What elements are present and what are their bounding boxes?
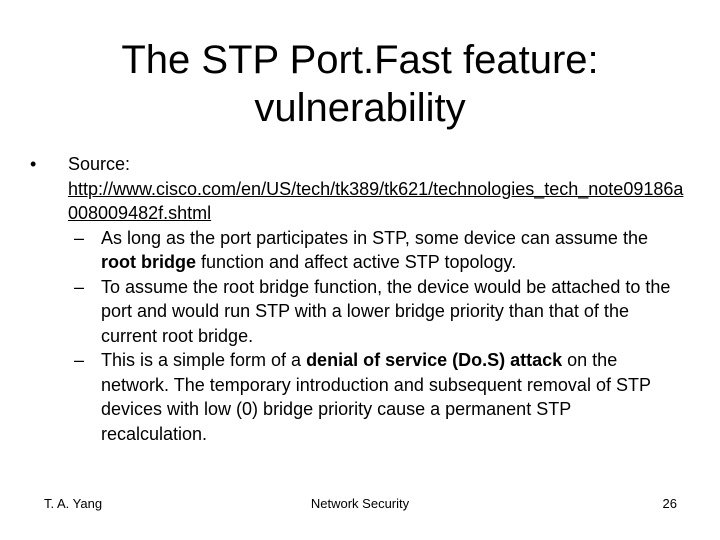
- dash-marker: –: [74, 350, 85, 370]
- footer-author: T. A. Yang: [44, 496, 103, 511]
- sub-bullet-1-text-post: function and affect active STP topology.: [196, 252, 517, 272]
- sub-bullet-3-bold: denial of service (Do.S) attack: [306, 350, 563, 370]
- sub-bullet-3: [30, 348, 680, 446]
- bullet-source: [30, 152, 690, 226]
- sub-bullet-1: [30, 226, 680, 275]
- sub-bullet-1-text-pre: As long as the port participates in STP, some device can assume the: [101, 227, 648, 248]
- bullet-marker: •: [30, 154, 37, 174]
- dash-marker: –: [74, 276, 85, 297]
- sub-bullet-2-text: To assume the root bridge function, the device would be attached to the port and would run STP with a lower bridge priority than that of the current root bridge.: [101, 276, 671, 346]
- sub-bullet-3-text-post: on the network. The temporary introduction and subsequent removal of STP devices with low (0) bridge priority cause a permanent STP recalculation.: [101, 350, 651, 444]
- slide-title: [0, 36, 720, 132]
- sub-bullet-2: [30, 275, 680, 349]
- footer-page-number: 26: [662, 496, 677, 511]
- footer-course: Network Security: [310, 496, 410, 511]
- source-label: Source:: [68, 154, 131, 174]
- dash-marker: –: [74, 227, 85, 248]
- slide-title-line-1: The STP Port.Fast feature:: [121, 38, 599, 82]
- sub-bullet-3-text-pre: This is a simple form of a: [101, 350, 307, 370]
- source-link[interactable]: http://www.cisco.com/en/US/tech/tk389/tk621/technologies_tech_note09186a008009482f.shtml: [68, 178, 684, 223]
- slide-title-line-2: vulnerability: [254, 86, 466, 130]
- slide-body: [30, 152, 690, 446]
- sub-bullet-1-bold: root bridge: [101, 252, 196, 272]
